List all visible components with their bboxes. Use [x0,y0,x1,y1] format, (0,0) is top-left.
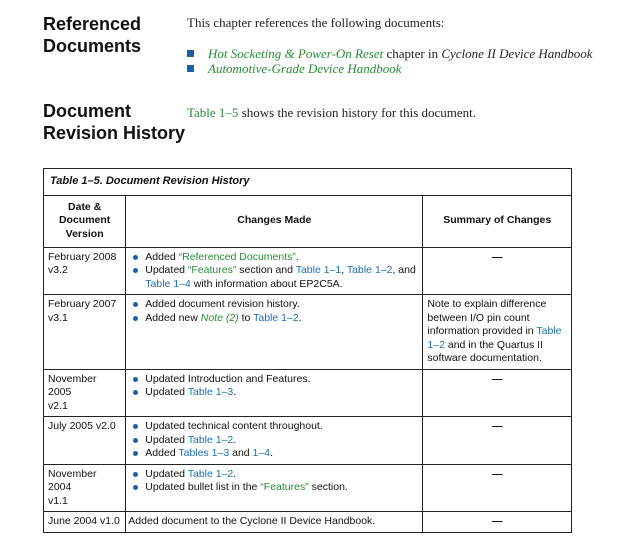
change-item [130,298,418,312]
reference-bullet [187,61,402,77]
text-run: , [341,264,347,276]
cross-reference-link[interactable]: “Features” [260,481,309,493]
revision-history-table [43,168,572,533]
text-run: . [233,433,237,446]
changes-cell [126,464,423,512]
date-version-cell [44,417,126,465]
referenced-documents-heading [43,13,141,57]
version-text: v1.1 [48,494,68,507]
reference-tail: Cyclone II Device Handbook [441,46,593,61]
summary-cell [423,295,572,370]
text-run: Updated technical content throughout. [145,420,323,432]
reference-link[interactable]: Hot Socketing & Power-On Reset [208,46,384,61]
table-row [44,295,572,370]
date-text: February 2007 [48,298,117,310]
cross-reference-link[interactable]: Table 1–2 [253,311,299,324]
text-run: Updated [145,433,188,446]
change-item [130,468,418,482]
text-run: to [238,311,254,324]
date-version-cell [44,247,126,295]
change-item [130,420,418,434]
text-run: Updated [145,264,188,276]
text-run: Added new [145,311,201,324]
summary-cell: — [423,464,572,512]
change-item [130,264,418,291]
text-run: Updated [145,467,188,480]
text-run: Added [145,250,179,263]
table-row [44,512,572,533]
summary-cell: — [423,512,572,533]
text-run: Updated Introduction and Features. [145,372,311,385]
referenced-intro: This chapter references the following documents: [187,15,445,30]
table-link[interactable]: Table 1–5 [187,105,239,120]
table-caption: Table 1–5. Document Revision History [44,169,572,196]
reference-bullet [187,46,593,62]
summary-cell: — [423,247,572,295]
changes-list [130,420,418,461]
cross-reference-link[interactable]: “Features” [187,264,237,276]
revision-table-container [43,168,572,533]
date-text: February 2008 [48,250,117,263]
text-run: and [229,447,253,459]
revision-intro-text: shows the revision history for this document. [238,105,477,120]
changes-list [130,373,418,400]
header-changes: Changes Made [126,195,423,247]
change-item [130,312,418,326]
header-summary: Summary of Changes [423,195,572,247]
cross-reference-link[interactable]: 1–4 [252,447,271,459]
revision-intro [187,105,476,121]
heading-line: Revision History [43,123,186,143]
cross-reference-link[interactable]: Table 1–3 [187,386,234,398]
summary-cell: — [423,417,572,465]
date-text: November 2005 [48,372,97,398]
date-version-cell [44,295,126,370]
text-run: section and [236,264,296,276]
change-item [130,481,418,495]
changes-cell [126,295,423,370]
changes-list [130,468,418,495]
heading-line: Referenced [43,14,142,34]
text-run: Updated [145,386,188,398]
text-run: . [233,467,237,480]
cross-reference-link[interactable]: Table 1–2 [187,433,234,446]
date-text: July 2005 v2.0 [48,420,116,432]
cross-reference-link[interactable]: “Referenced Documents” [178,250,296,263]
change-item [130,373,418,387]
date-version-cell [44,512,126,533]
revision-history-heading [43,100,185,144]
cross-reference-link[interactable]: Note (2) [200,311,239,324]
change-item [130,447,418,461]
square-bullet-icon [187,50,194,57]
table-row [44,369,572,417]
summary-cell: — [423,369,572,417]
text-run: . [295,250,299,263]
text-run: Updated bullet list in the [145,481,261,493]
date-text: June 2004 v1.0 [48,515,120,527]
text-run: section. [308,481,348,493]
changes-list [130,251,418,292]
version-text: v3.1 [48,311,68,324]
cross-reference-link[interactable]: Tables 1–3 [178,447,230,459]
text-run: . [298,311,302,324]
cross-reference-link[interactable]: Table 1–4 [145,277,191,290]
heading-line: Documents [43,36,142,56]
text-run: Added document revision history. [145,298,300,310]
table-row [44,417,572,465]
date-version-cell [44,369,126,417]
square-bullet-icon [187,65,194,72]
changes-cell [126,417,423,465]
header-date-version: Date & Document Version [44,195,126,247]
cross-reference-link[interactable]: Table 1–2 [346,264,393,276]
text-run: Note to explain difference between I/O pin count information provided in [427,298,547,337]
table-body [44,247,572,532]
version-text: v2.1 [48,399,68,412]
cross-reference-link[interactable]: Table 1–2 [427,325,562,351]
cross-reference-link[interactable]: Table 1–1 [295,264,342,276]
text-run: and in the Quartus II software documentation. [427,338,544,364]
cross-reference-link[interactable]: Table 1–2 [187,467,234,480]
changes-cell [126,369,423,417]
change-item [130,386,418,400]
date-version-cell [44,464,126,512]
table-row [44,464,572,512]
change-item [130,434,418,448]
text-run: . [270,447,273,459]
changes-cell: Added document to the Cyclone II Device Handbook. [126,512,423,533]
reference-link[interactable]: Automotive-Grade Device Handbook [208,61,402,76]
changes-cell [126,247,423,295]
version-text: v3.2 [48,264,68,276]
reference-mid: chapter in [383,46,442,61]
change-item [130,251,418,265]
text-run: Added [145,447,179,459]
heading-line: Document [43,101,132,121]
text-run: . [233,386,237,398]
text-run: with information about EP2C5A. [190,277,343,290]
changes-list [130,298,418,325]
date-text: November 2004 [48,467,97,493]
table-row [44,247,572,295]
text-run: , and [392,264,416,276]
